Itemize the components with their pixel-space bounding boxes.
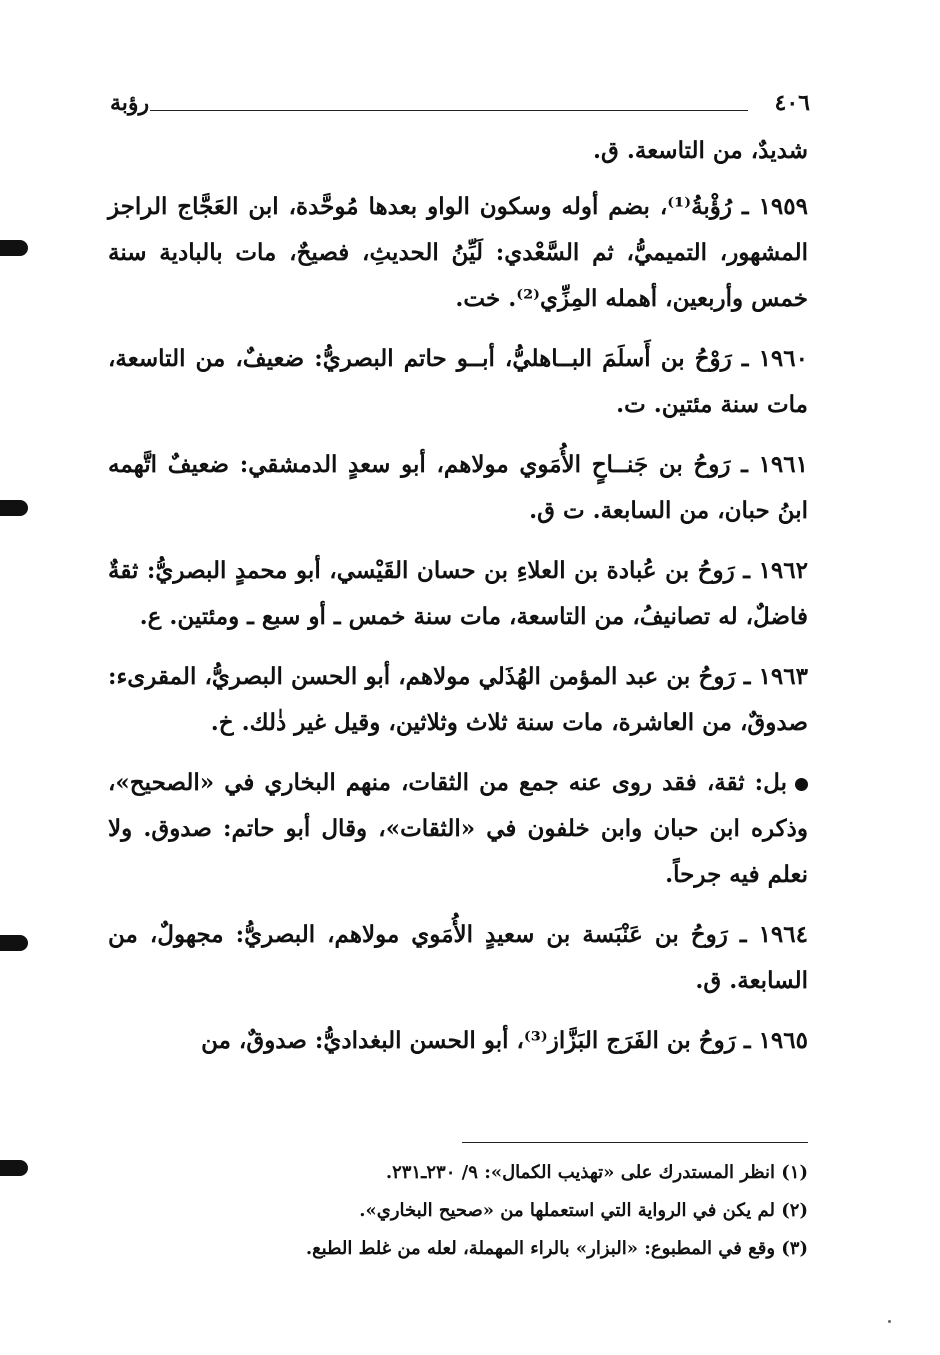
entry-1965: ١٩٦٥ ـ رَوحُ بن الفَرَج البَزَّاز⁽³⁾، أبو الحسن البغداديُّ: صدوقٌ، من: [201, 1027, 808, 1054]
entry-1963: ١٩٦٣ ـ رَوحُ بن عبد المؤمن الهُذَلي مولاهم، أبو الحسن البصريُّ، المقرىء: صدوقٌ، من العاشرة، مات سنة ثلاث وثلاثين، وقيل غير ذٰلك. خ.: [108, 663, 808, 736]
entry-1961: ١٩٦١ ـ رَوحُ بن جَنــاحٍ الأُمَوي مولاهم، أبو سعدٍ الدمشقي: ضعيفٌ اتَّهمه ابنُ حبان، من السابعة. ت ق.: [108, 451, 808, 524]
footnote-2: (٢) لم يكن في الرواية التي استعملها من «صحيح البخاري».: [359, 1200, 808, 1221]
scan-speck: [888, 1320, 891, 1323]
binding-hole-mark: [0, 935, 28, 951]
running-title: رؤبة: [110, 90, 150, 116]
footnote-1: (١) انظر المستدرك على «تهذيب الكمال»: ٩/ ٢٣٠ـ٢٣١.: [385, 1162, 808, 1183]
entry-1959: ١٩٥٩ ـ رُؤْبةُ⁽¹⁾، بضم أوله وسكون الواو بعدها مُوحَّدة، ابن العَجَّاج الراجز المشهور، التميميُّ، ثم السَّعْدي: لَيِّنُ الحديثِ، فصيحٌ، مات بالبادية سنة خمس وأربعين، أهمله المِزِّي⁽²⁾. خت.: [108, 193, 808, 312]
entry-1960: ١٩٦٠ ـ رَوْحُ بن أَسلَمَ البــاهليُّ، أبــو حاتم البصريُّ: ضعيفٌ، من التاسعة، مات سنة مئتين. ت.: [108, 345, 808, 418]
header-rule: [150, 110, 748, 111]
page-number: ٤٠٦: [774, 90, 810, 116]
entry-1962: ١٩٦٢ ـ رَوحُ بن عُبادة بن العلاءِ بن حسان القَيْسي، أبو محمدٍ البصريُّ: ثقةٌ فاضلٌ، له تصانيفُ، من التاسعة، مات سنة خمس ـ أو سبع ـ ومئتين. ع.: [108, 557, 808, 630]
editor-note-paragraph: [108, 760, 808, 898]
footnote-3: (٣) وقع في المطبوع: «البزار» بالراء المهملة، لعله من غلط الطبع.: [305, 1238, 808, 1259]
main-text: [108, 128, 808, 1078]
binding-hole-mark: [0, 240, 28, 256]
footnote-rule: [462, 1142, 808, 1143]
editor-note-text: بل: ثقة، فقد روى عنه جمع من الثقات، منهم البخاري في «الصحيح»، وذكره ابن حبان وابن خلفون في «الثقات»، وقال أبو حاتم: صدوق. ولا نعلم فيه جرحاً.: [108, 769, 808, 888]
continuation-paragraph: شديدٌ، من التاسعة. ق.: [593, 137, 808, 164]
running-header: [110, 90, 810, 120]
bullet-icon: [795, 778, 808, 791]
entry-1964: ١٩٦٤ ـ رَوحُ بن عَنْبَسة بن سعيدٍ الأُمَوي مولاهم، البصريُّ: مجهولٌ، من السابعة. ق.: [108, 921, 808, 994]
binding-hole-mark: [0, 500, 28, 516]
binding-hole-mark: [0, 1160, 28, 1176]
footnotes: [108, 1154, 808, 1268]
